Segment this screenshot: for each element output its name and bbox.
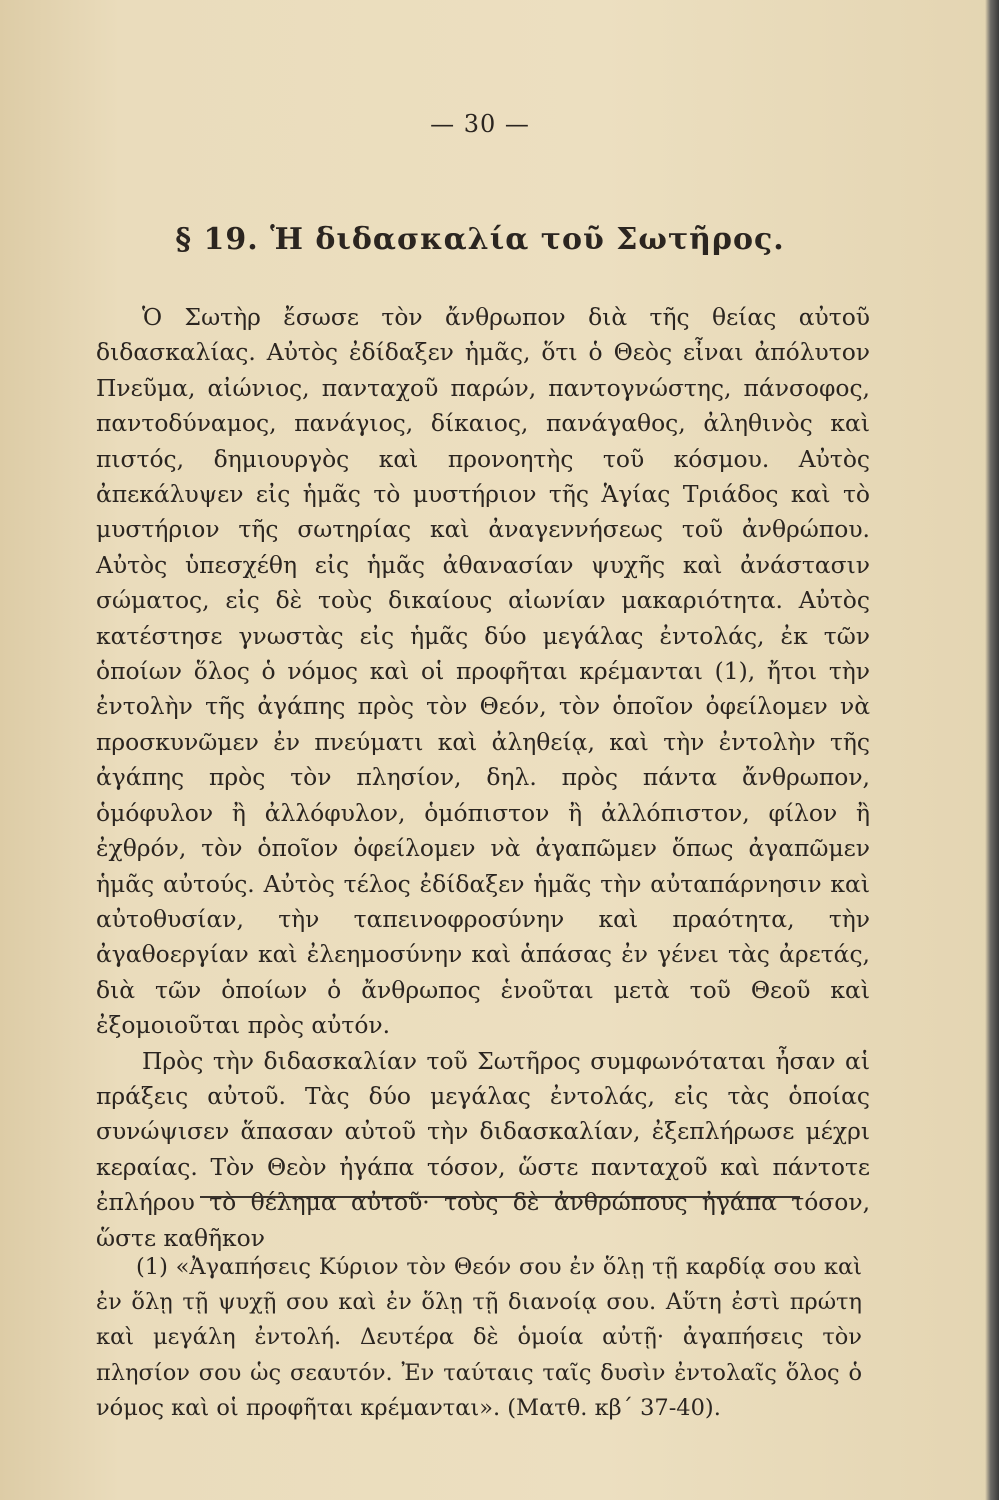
page-edge-shadow <box>985 0 999 1500</box>
footnote-divider <box>200 1196 800 1198</box>
section-title: § 19. Ἡ διδασκαλία τοῦ Σωτῆρος. <box>175 222 785 257</box>
page-number: — 30 — <box>430 110 530 138</box>
paragraph-2: Πρὸς τὴν διδασκαλίαν τοῦ Σωτῆρος συμφωνόταται ἦσαν αἱ πράξεις αὐτοῦ. Τὰς δύο μεγάλας ἐντολάς, εἰς τὰς ὁποίας συνώψισεν ἅπασαν αὐτοῦ τὴν διδασκαλίαν, ἐξεπλήρωσε μέχρι κεραίας. Τὸν Θεὸν ἠγάπα τόσον, ὥστε πανταχοῦ καὶ πάντοτε ἐπλήρου τὸ θέλημα αὐτοῦ· τοὺς δὲ ἀνθρώπους ἠγάπα τόσον, ὥστε καθῆκον <box>96 1046 870 1252</box>
body-text <box>96 300 870 1256</box>
footnote: (1) «Ἀγαπήσεις Κύριον τὸν Θεόν σου ἐν ὅλῃ τῇ καρδίᾳ σου καὶ ἐν ὅλῃ τῇ ψυχῇ σου καὶ ἐν ὅλῃ τῇ διανοίᾳ σου. Αὕτη ἐστὶ πρώτη καὶ μεγάλη ἐντολή. Δευτέρα δὲ ὁμοία αὐτῇ· ἀγαπήσεις τὸν πλησίον σου ὡς σεαυτόν. Ἐν ταύταις ταῖς δυσὶν ἐντολαῖς ὅλος ὁ νόμος καὶ οἱ προφῆται κρέμανται». (Ματθ. κβ΄ 37-40). <box>96 1254 862 1421</box>
paragraph-1: Ὁ Σωτὴρ ἔσωσε τὸν ἄνθρωπον διὰ τῆς θείας αὐτοῦ διδασκαλίας. Αὐτὸς ἐδίδαξεν ἡμᾶς, ὅτι ὁ Θεὸς εἶναι ἀπόλυτον Πνεῦμα, αἰώνιος, πανταχοῦ παρών, παντογνώστης, πάνσοφος, παντοδύναμος, πανάγιος, δίκαιος, πανάγαθος, ἀληθινὸς καὶ πιστός, δημιουργὸς καὶ προνοητὴς τοῦ κόσμου. Αὐτὸς ἀπεκάλυψεν εἰς ἡμᾶς τὸ μυστήριον τῆς Ἁγίας Τριάδος καὶ τὸ μυστήριον τῆς σωτηρίας καὶ ἀναγεννήσεως τοῦ ἀνθρώπου. Αὐτὸς ὑπεσχέθη εἰς ἡμᾶς ἀθανασίαν ψυχῆς καὶ ἀνάστασιν σώματος, εἰς δὲ τοὺς δικαίους αἰωνίαν μακαριότητα. Αὐτὸς κατέστησε γνωστὰς εἰς ἡμᾶς δύο μεγάλας ἐντολάς, ἐκ τῶν ὁποίων ὅλος ὁ νόμος καὶ οἱ προφῆται κρέμανται (1), ἤτοι τὴν ἐντολὴν τῆς ἀγάπης πρὸς τὸν Θεόν, τὸν ὁποῖον ὀφείλομεν νὰ προσκυνῶμεν ἐν πνεύματι καὶ ἀληθείᾳ, καὶ τὴν ἐντολὴν τῆς ἀγάπης πρὸς τὸν πλησίον, δηλ. πρὸς πάντα ἄνθρωπον, ὁμόφυλον ἢ ἀλλόφυλον, ὁμόπιστον ἢ ἀλλόπιστον, φίλον ἢ ἐχθρόν, τὸν ὁποῖον ὀφείλομεν νὰ ἀγαπῶμεν ὅπως ἀγαπῶμεν ἡμᾶς αὐτούς. Αὐτὸς τέλος ἐδίδαξεν ἡμᾶς τὴν αὐταπάρνησιν καὶ αὐτοθυσίαν, τὴν ταπεινοφροσύνην καὶ πραότητα, τὴν ἀγαθοεργίαν καὶ ἐλεημοσύνην καὶ ἁπάσας ἐν γένει τὰς ἀρετάς, διὰ τῶν ὁποίων ὁ ἄνθρωπος ἑνοῦται μετὰ τοῦ Θεοῦ καὶ ἐξομοιοῦται πρὸς αὐτόν. <box>96 303 870 1040</box>
